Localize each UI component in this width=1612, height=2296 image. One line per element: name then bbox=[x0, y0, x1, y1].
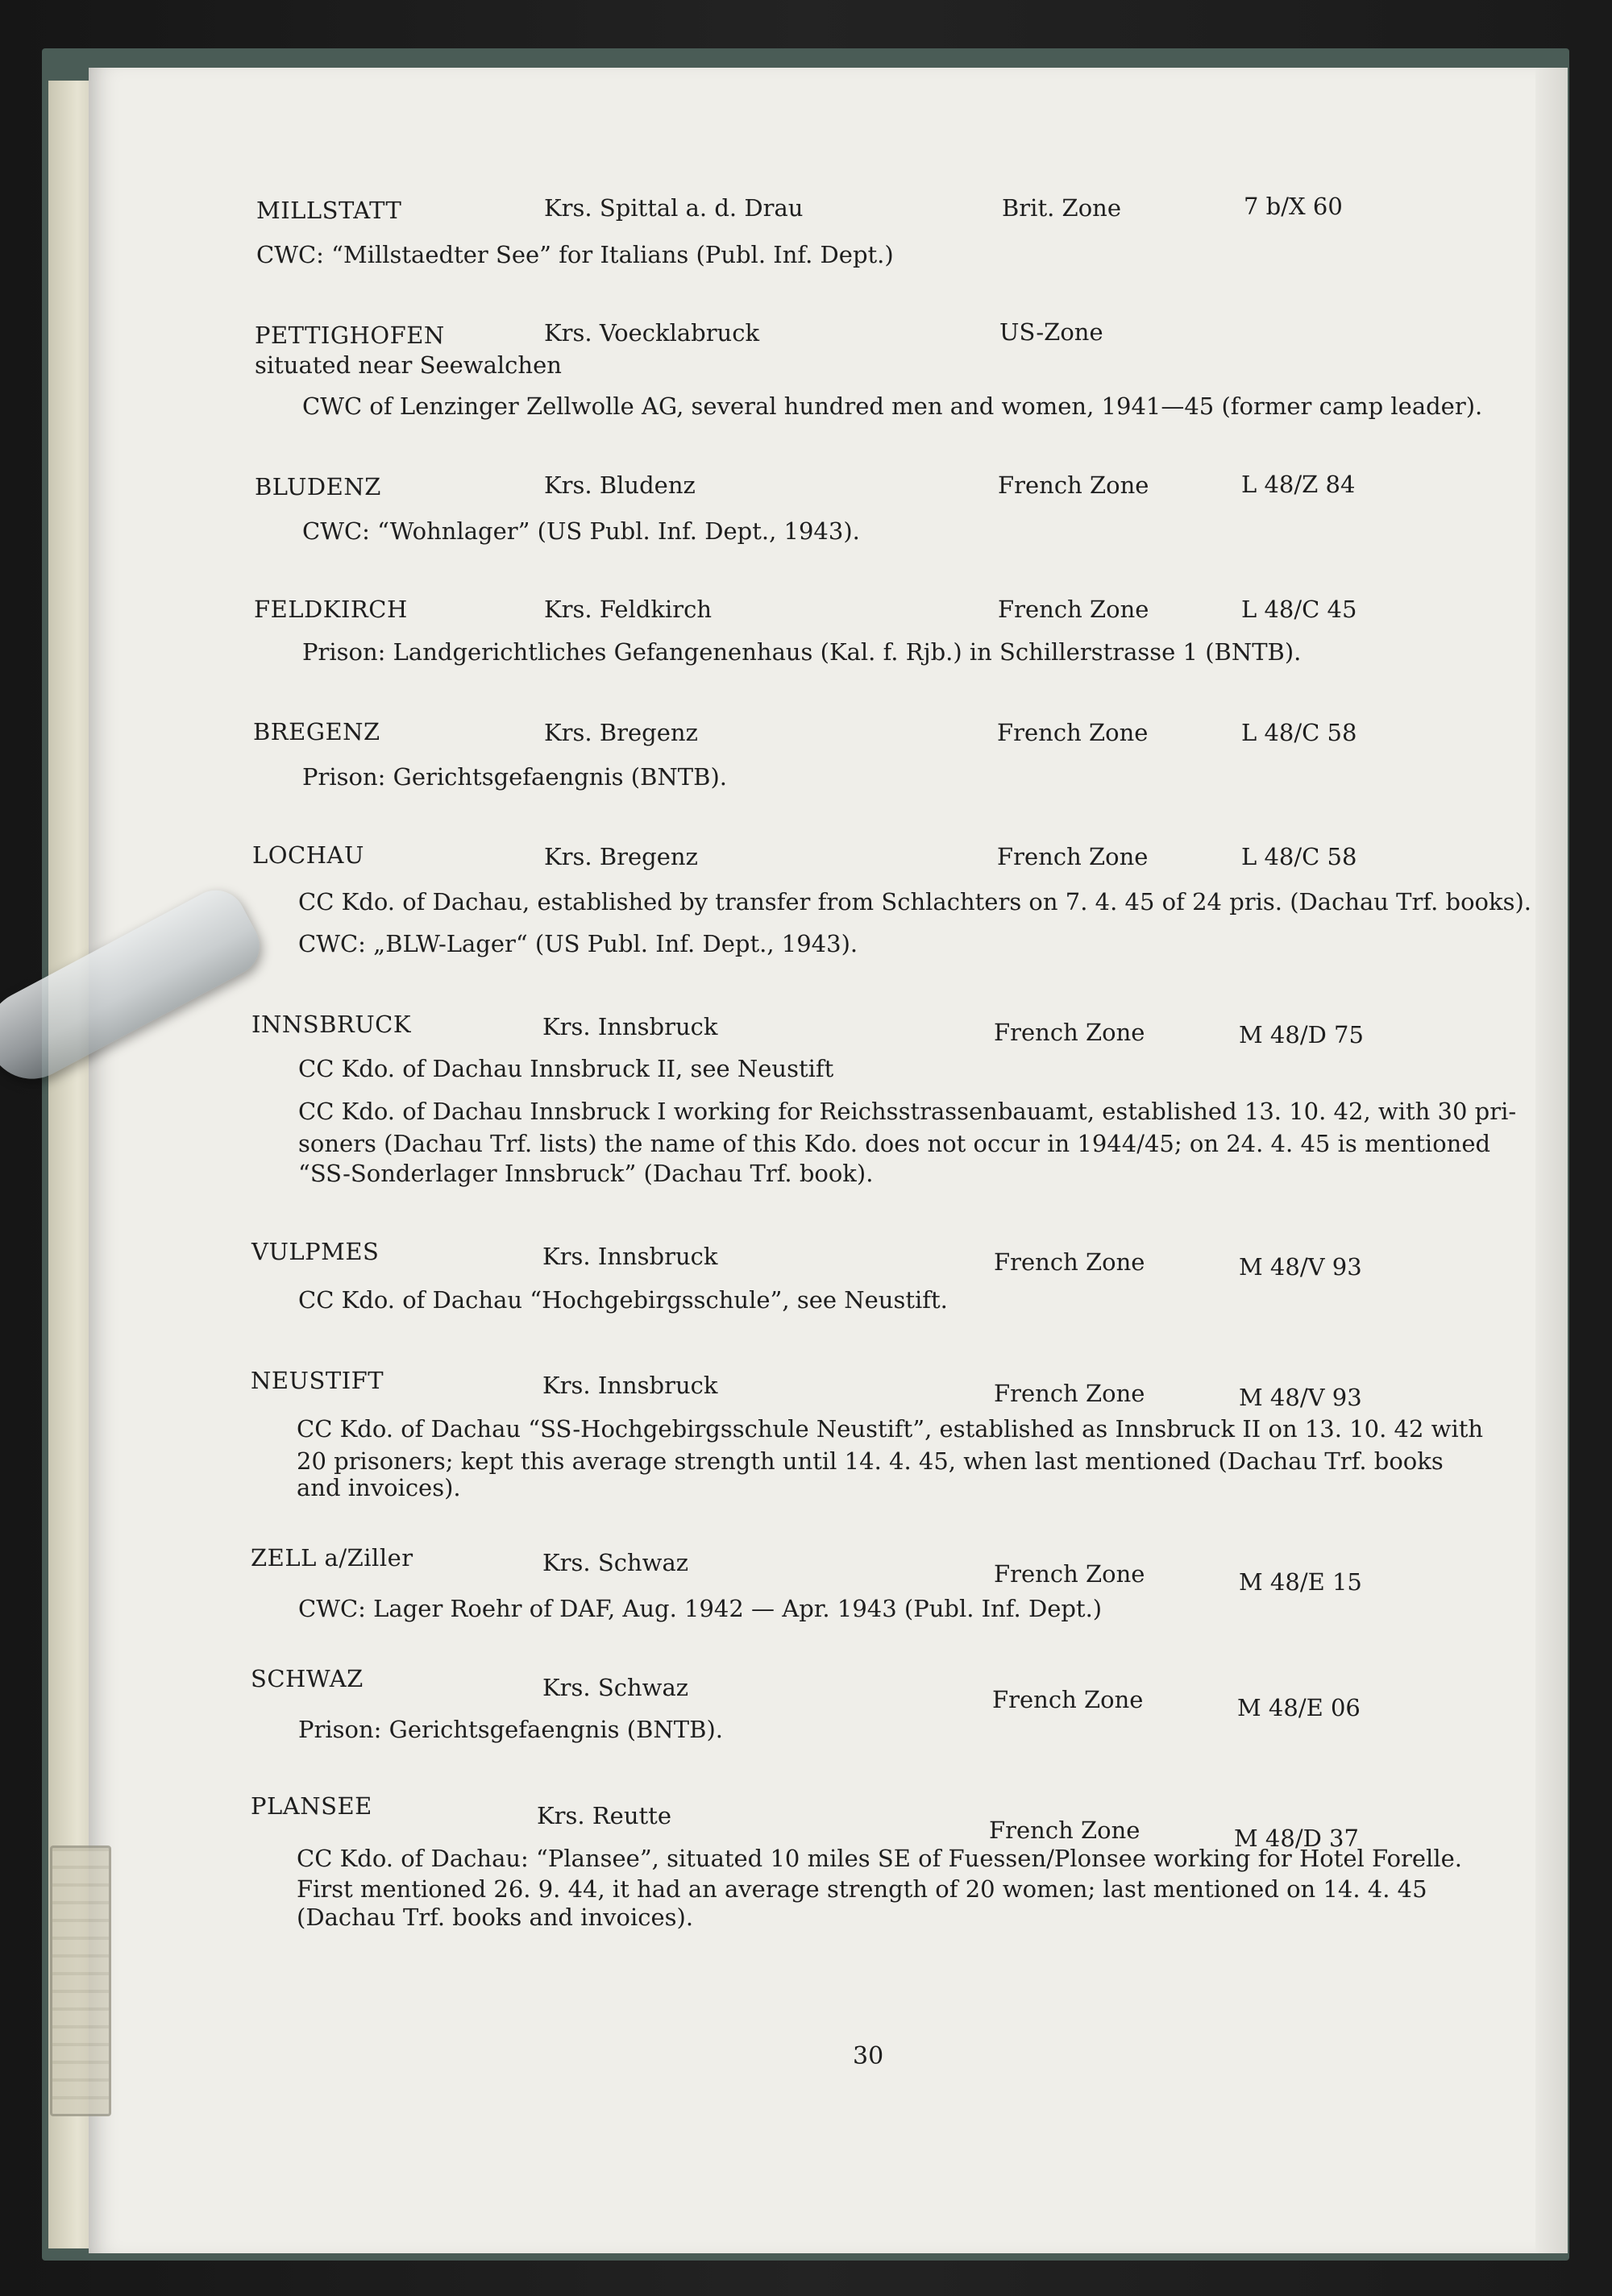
entry-district: Krs. Voecklabruck bbox=[544, 319, 760, 347]
entry-grid: L 48/Z 84 bbox=[1241, 471, 1356, 498]
entry-name: FELDKIRCH bbox=[254, 596, 408, 623]
entry-line: Prison: Gerichtsgefaengnis (BNTB). bbox=[298, 1716, 723, 1743]
entry-district: Krs. Spittal a. d. Drau bbox=[544, 194, 804, 222]
entry-name: BREGENZ bbox=[253, 718, 380, 745]
entry-line: situated near Seewalchen bbox=[255, 351, 562, 379]
entry-zone: French Zone bbox=[998, 596, 1149, 623]
entry-zone: US-Zone bbox=[999, 318, 1103, 346]
entry-line: CWC: „BLW-Lager“ (US Publ. Inf. Dept., 1943). bbox=[298, 930, 858, 957]
entry-line: CC Kdo. of Dachau, established by transfer from Schlachters on 7. 4. 45 of 24 pris. (Dachau Trf. books). bbox=[298, 888, 1531, 915]
entry-line: CWC: Lager Roehr of DAF, Aug. 1942 — Apr. 1943 (Publ. Inf. Dept.) bbox=[298, 1595, 1103, 1622]
entry-line: CC Kdo. of Dachau Innsbruck I working for Reichsstrassenbauamt, established 13. 10. 42, with 30 pri- bbox=[298, 1098, 1517, 1125]
entry-zone: French Zone bbox=[989, 1816, 1140, 1844]
entry-zone: French Zone bbox=[994, 1019, 1145, 1046]
entry-line: CWC: “Millstaedter See” for Italians (Publ. Inf. Dept.) bbox=[256, 241, 894, 268]
entry-grid: 7 b/X 60 bbox=[1244, 193, 1343, 220]
entry-district: Krs. Bludenz bbox=[544, 471, 696, 499]
entry-zone: French Zone bbox=[998, 471, 1149, 499]
entry-name: SCHWAZ bbox=[251, 1665, 364, 1692]
entry-line: 20 prisoners; kept this average strength until 14. 4. 45, when last mentioned (Dachau Trf. books bbox=[297, 1447, 1444, 1475]
entry-line: “SS-Sonderlager Innsbruck” (Dachau Trf. book). bbox=[298, 1160, 874, 1187]
entry-district: Krs. Bregenz bbox=[544, 719, 698, 746]
entry-district: Krs. Schwaz bbox=[542, 1674, 689, 1701]
entry-line: soners (Dachau Trf. lists) the name of this Kdo. does not occur in 1944/45; on 24. 4. 45 is mentioned bbox=[298, 1130, 1491, 1157]
entry-district: Krs. Schwaz bbox=[542, 1549, 689, 1576]
entry-line: CC Kdo. of Dachau: “Plansee”, situated 10 miles SE of Fuessen/Plonsee working for Hotel Forelle. bbox=[297, 1845, 1462, 1872]
entry-grid: M 48/D 75 bbox=[1239, 1021, 1364, 1048]
entry-grid: L 48/C 58 bbox=[1241, 719, 1357, 746]
entry-line: CC Kdo. of Dachau Innsbruck II, see Neustift bbox=[298, 1055, 834, 1082]
entry-zone: French Zone bbox=[994, 1380, 1145, 1407]
entry-grid: M 48/V 93 bbox=[1239, 1253, 1362, 1281]
entry-line: CWC of Lenzinger Zellwolle AG, several hundred men and women, 1941—45 (former camp leader). bbox=[302, 392, 1483, 420]
entry-name: PETTIGHOFEN bbox=[255, 322, 445, 349]
entry-zone: French Zone bbox=[997, 719, 1149, 746]
entry-district: Krs. Innsbruck bbox=[542, 1372, 718, 1399]
entry-district: Krs. Feldkirch bbox=[544, 596, 713, 623]
page-number: 30 bbox=[853, 2042, 884, 2070]
entry-name: ZELL a/Ziller bbox=[251, 1544, 413, 1571]
entry-name: MILLSTATT bbox=[256, 197, 402, 224]
entry-zone: Brit. Zone bbox=[1002, 194, 1121, 222]
entry-line: CWC: “Wohnlager” (US Publ. Inf. Dept., 1943). bbox=[302, 517, 860, 545]
entry-grid: M 48/E 15 bbox=[1239, 1568, 1362, 1596]
entry-line: Prison: Landgerichtliches Gefangenenhaus (Kal. f. Rjb.) in Schillerstrasse 1 (BNTB). bbox=[302, 638, 1302, 666]
spine-pattern bbox=[50, 1846, 111, 2116]
entry-line: CC Kdo. of Dachau “SS-Hochgebirgsschule Neustift”, established as Innsbruck II on 13. 10. 42 with bbox=[297, 1415, 1484, 1443]
entry-grid: L 48/C 45 bbox=[1241, 596, 1357, 623]
entry-line: (Dachau Trf. books and invoices). bbox=[297, 1904, 694, 1931]
page-right-edge bbox=[1535, 68, 1568, 2253]
entry-line: First mentioned 26. 9. 44, it had an average strength of 20 women; last mentioned on 14. 4. 45 bbox=[297, 1875, 1427, 1903]
entry-line: Prison: Gerichtsgefaengnis (BNTB). bbox=[302, 763, 727, 791]
entry-grid: L 48/C 58 bbox=[1241, 843, 1357, 870]
entry-zone: French Zone bbox=[994, 1248, 1145, 1276]
entry-name: NEUSTIFT bbox=[251, 1367, 384, 1394]
entry-district: Krs. Reutte bbox=[537, 1802, 671, 1829]
entry-zone: French Zone bbox=[997, 843, 1149, 870]
entry-grid: M 48/D 37 bbox=[1234, 1825, 1359, 1852]
entry-name: INNSBRUCK bbox=[251, 1011, 412, 1038]
entry-grid: M 48/E 06 bbox=[1237, 1694, 1361, 1721]
entry-line: and invoices). bbox=[297, 1474, 461, 1501]
entry-name: BLUDENZ bbox=[255, 473, 381, 500]
entry-district: Krs. Bregenz bbox=[544, 843, 698, 870]
entry-zone: French Zone bbox=[994, 1560, 1145, 1588]
entry-name: PLANSEE bbox=[251, 1792, 372, 1820]
entry-name: VULPMES bbox=[251, 1238, 380, 1265]
entry-name: LOCHAU bbox=[252, 841, 364, 869]
entry-zone: French Zone bbox=[992, 1686, 1144, 1713]
entry-grid: M 48/V 93 bbox=[1239, 1384, 1362, 1411]
entry-line: CC Kdo. of Dachau “Hochgebirgsschule”, see Neustift. bbox=[298, 1286, 948, 1314]
entry-district: Krs. Innsbruck bbox=[542, 1013, 718, 1040]
entry-district: Krs. Innsbruck bbox=[542, 1243, 718, 1270]
